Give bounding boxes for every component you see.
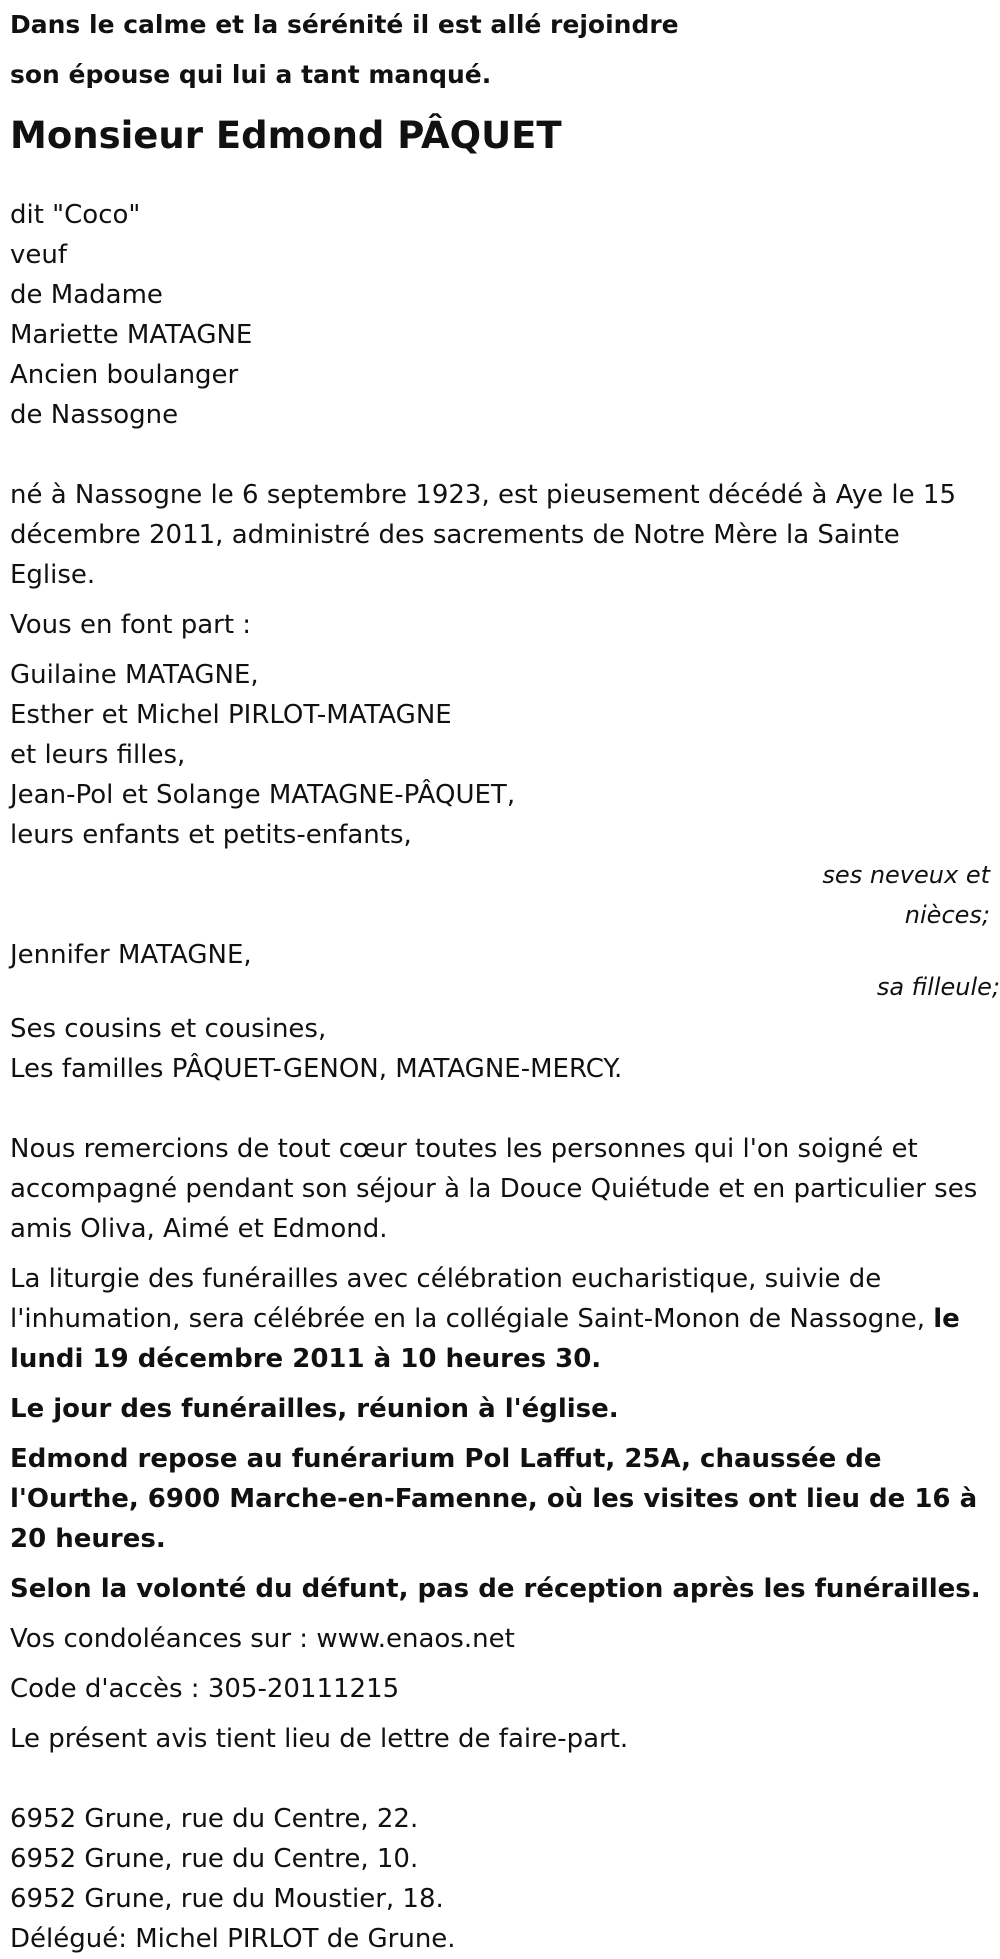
liturgy-paragraph: [10, 1259, 985, 1379]
relatives-list: [10, 1009, 990, 1089]
family-line: leurs enfants et petits-enfants,: [10, 820, 412, 850]
intro-text: [10, 0, 990, 100]
intro-line-1: Dans le calme et la sérénité il est allé rejoindre: [10, 10, 679, 39]
goddaughter-note: sa filleule;: [876, 973, 1000, 1001]
detail-line: dit "Coco": [10, 200, 141, 230]
detail-line: de Nassogne: [10, 400, 179, 430]
address-line: 6952 Grune, rue du Centre, 10.: [10, 1844, 419, 1874]
family-line: Esther et Michel PIRLOT-MATAGNE: [10, 700, 452, 730]
address-line: 6952 Grune, rue du Centre, 22.: [10, 1804, 419, 1834]
liturgy-text: La liturgie des funérailles avec célébration eucharistique, suivie de l'inhumation, sera célébrée en la collégiale Saint-Monon de Nassogne,: [10, 1264, 925, 1334]
liturgy-date: le lundi 19 décembre 2011 à 10 heures 30.: [10, 1304, 960, 1374]
delegate-line: Délégué: Michel PIRLOT de Grune.: [10, 1924, 456, 1954]
intro-line-2: son épouse qui lui a tant manqué.: [10, 60, 492, 89]
detail-line: de Madame: [10, 280, 163, 310]
goddaughter-line: Jennifer MATAGNE,: [10, 940, 252, 970]
family-list: [10, 655, 990, 855]
deceased-name: Monsieur Edmond PÂQUET: [10, 114, 562, 157]
notice-line: Le présent avis tient lieu de lettre de faire-part.: [10, 1724, 629, 1754]
detail-line: Mariette MATAGNE: [10, 320, 253, 350]
addresses-list: [10, 1799, 990, 1959]
family-line: et leurs filles,: [10, 740, 186, 770]
family-line: Guilaine MATAGNE,: [10, 660, 259, 690]
thanks-paragraph: Nous remercions de tout cœur toutes les personnes qui l'on soigné et accompagné pendant son séjour à la Douce Quiétude et en particulier ses amis Oliva, Aimé et Edmond.: [10, 1134, 978, 1244]
family-line: Jean-Pol et Solange MATAGNE-PÂQUET,: [10, 780, 516, 810]
access-code-line: Code d'accès : 305-20111215: [10, 1674, 400, 1704]
detail-line: veuf: [10, 240, 68, 270]
condolences-line: Vos condoléances sur : www.enaos.net: [10, 1624, 515, 1654]
wish-line: Selon la volonté du défunt, pas de réception après les funérailles.: [10, 1574, 981, 1604]
meeting-line: Le jour des funérailles, réunion à l'église.: [10, 1394, 619, 1424]
announce-line: Vous en font part :: [10, 610, 252, 640]
deceased-details: [10, 195, 990, 435]
relatives-line: Les familles PÂQUET-GENON, MATAGNE-MERCY.: [10, 1054, 623, 1084]
relatives-line: Ses cousins et cousines,: [10, 1014, 327, 1044]
funerarium-paragraph: Edmond repose au funérarium Pol Laffut, 25A, chaussée de l'Ourthe, 6900 Marche-en-Famenne, où les visites ont lieu de 16 à 20 heures.: [10, 1444, 978, 1554]
birth-death-paragraph: né à Nassogne le 6 septembre 1923, est pieusement décédé à Aye le 15 décembre 2011, administré des sacrements de Notre Mère la Sainte Eglise.: [10, 480, 956, 590]
nephews-note: ses neveux et nièces;: [822, 861, 990, 929]
detail-line: Ancien boulanger: [10, 360, 239, 390]
address-line: 6952 Grune, rue du Moustier, 18.: [10, 1884, 444, 1914]
